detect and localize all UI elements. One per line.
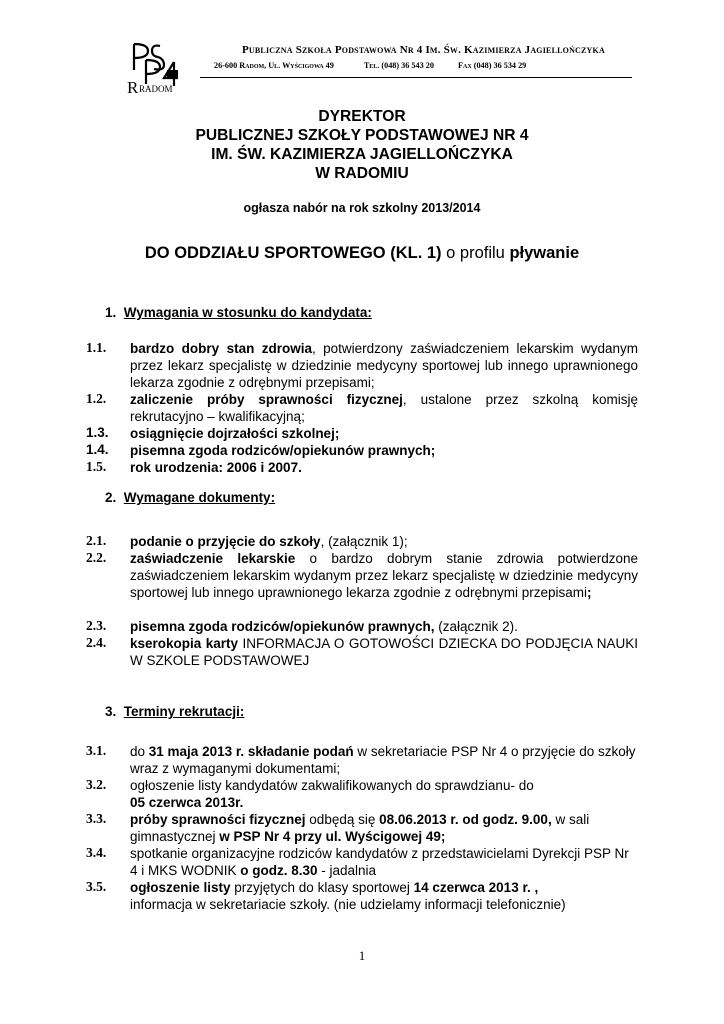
section1-heading: 1. Wymagania w stosunku do kandydata: bbox=[105, 305, 372, 320]
school-logo bbox=[126, 40, 190, 98]
item-number: 1.4. bbox=[86, 442, 109, 457]
list-item: rok urodzenia: 2006 i 2007. bbox=[130, 460, 302, 475]
item-number: 1.3. bbox=[86, 425, 109, 440]
department-heading: DO ODDZIAŁU SPORTOWEGO (KL. 1) o profilu pływanie bbox=[144, 244, 580, 262]
logo-city: RADOM bbox=[139, 84, 173, 94]
list-item: kserokopia karty INFORMACJA O GOTOWOŚCI DZIECKA DO PODJĘCIA NAUKI W SZKOLE PODSTAWOWEJ bbox=[130, 636, 638, 668]
section2-heading: 2. Wymagane dokumenty: bbox=[105, 490, 276, 505]
school-name-header: Publiczna Szkoła Podstawowa Nr 4 Im. Św. Kazimierza Jagiellończyka bbox=[242, 44, 605, 56]
item-number: 3.2. bbox=[86, 777, 107, 792]
logo-initial: R bbox=[127, 78, 139, 97]
item-number: 2.1. bbox=[86, 533, 107, 548]
list-item: zaliczenie próby sprawności fizycznej, ustalone przez szkolną komisję rekrutacyjno – kwalifikacyjną; bbox=[130, 392, 639, 424]
list-item: ogłoszenie listy przyjętych do klasy sportowej 14 czerwca 2013 r. , informacja w sekretariacie szkoły. (nie udzielamy informacji telefonicznie) bbox=[130, 880, 566, 912]
item-number: 3.3. bbox=[86, 811, 107, 826]
phone: Tel. (048) 36 543 20 bbox=[363, 61, 434, 70]
header-divider bbox=[200, 77, 632, 78]
item-number: 1.5. bbox=[86, 459, 107, 474]
title-director: DYREKTOR bbox=[318, 108, 406, 125]
item-number: 2.3. bbox=[86, 618, 107, 633]
item-number: 3.1. bbox=[86, 743, 107, 758]
list-item: podanie o przyjęcie do szkoły, (załącznik 1); bbox=[130, 534, 408, 549]
list-item: pisemna zgoda rodziców/opiekunów prawnych; bbox=[130, 443, 436, 458]
item-number: 1.2. bbox=[86, 391, 107, 406]
list-item: zaświadczenie lekarskie o bardzo dobrym stanie zdrowia potwierdzone zaświadczeniem lekarskim wydanym przez lekarz specjalistę w dziedzinie medycyny sportowej lub innego uprawnionego lekarza zgodnie z odrębnymi przepisami; bbox=[130, 551, 638, 600]
title-city: W RADOMIU bbox=[315, 165, 409, 182]
list-item: ogłoszenie listy kandydatów zakwalifikowanych do sprawdzianu- do 05 czerwca 2013r. bbox=[130, 778, 534, 810]
list-item: bardzo dobry stan zdrowia, potwierdzony zaświadczeniem lekarskim wydanym przez lekarz specjalistę w dziedzinie medycyny sportowej lub innego uprawnionego lekarza zgodnie z odrębnymi przepisami; bbox=[130, 341, 638, 390]
list-item: pisemna zgoda rodziców/opiekunów prawnych, (załącznik 2). bbox=[130, 619, 518, 634]
list-item: osiągnięcie dojrzałości szkolnej; bbox=[130, 426, 340, 441]
item-number: 3.4. bbox=[86, 845, 107, 860]
list-item: próby sprawności fizycznej odbędą się 08.06.2013 r. od godz. 9.00, w sali gimnastycznej w PSP Nr 4 przy ul. Wyścigowej 49; bbox=[130, 812, 590, 844]
fax: Fax (048) 36 534 29 bbox=[458, 61, 527, 70]
item-number: 3.5. bbox=[86, 879, 107, 894]
title-school: PUBLICZNEJ SZKOŁY PODSTAWOWEJ NR 4 bbox=[195, 127, 529, 144]
item-number: 2.4. bbox=[86, 635, 107, 650]
item-number: 1.1. bbox=[86, 340, 107, 355]
announcement: ogłasza nabór na rok szkolny 2013/2014 bbox=[243, 201, 481, 215]
address: 26-600 Radom, Ul. Wyścigowa 49 bbox=[214, 61, 334, 70]
list-item: do 31 maja 2013 r. składanie podań w sekretariacie PSP Nr 4 o przyjęcie do szkoły wraz z wymaganymi dokumentami; bbox=[130, 744, 636, 776]
list-item: spotkanie organizacyjne rodziców kandydatów z przedstawicielami Dyrekcji PSP Nr 4 i MKS WODNIK o godz. 8.30 - jadalnia bbox=[130, 846, 629, 878]
section3-heading: 3. Terminy rekrutacji: bbox=[105, 704, 245, 719]
item-number: 2.2. bbox=[86, 550, 107, 565]
page-number: 1 bbox=[358, 948, 366, 963]
contact-line bbox=[214, 61, 526, 70]
title-patron: IM. ŚW. KAZIMIERZA JAGIELLOŃCZYKA bbox=[211, 146, 513, 163]
